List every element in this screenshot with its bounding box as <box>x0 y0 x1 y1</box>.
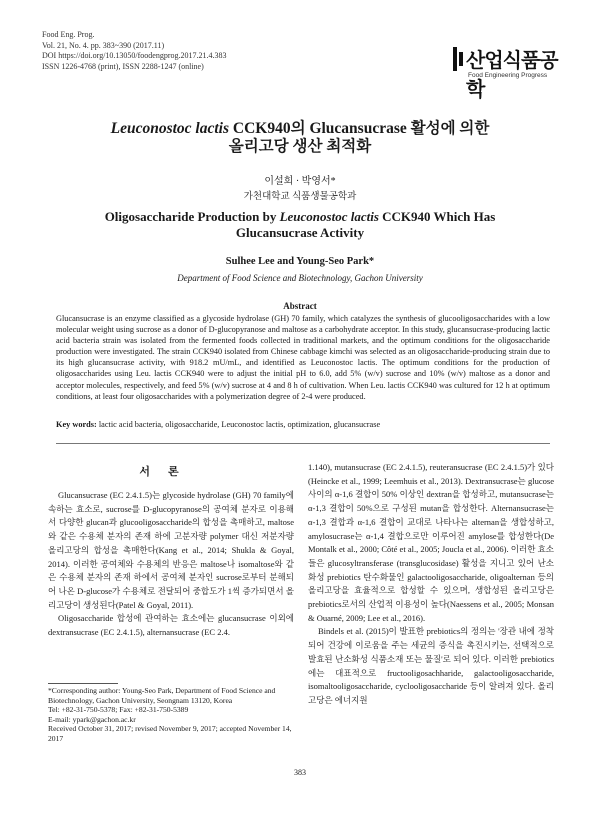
journal-header <box>42 30 227 72</box>
divider <box>56 443 550 444</box>
footnote-tel: Tel: +82-31-750-5378; Fax: +82-31-750-5389 <box>48 705 189 715</box>
footnote <box>48 686 298 744</box>
affiliation-korean: 가천대학교 식품생물공학과 <box>243 192 357 202</box>
paper-title-korean <box>0 120 600 156</box>
title-kr-species: Leuconostoc lactis <box>110 120 230 137</box>
keywords-label: Key words: <box>56 420 97 429</box>
keywords-list: lactic acid bacteria, oligosaccharide, Leuconostoc lactis, optimization, glucansucrase <box>96 420 381 429</box>
abstract-text: Glucansucrase is an enzyme classified as a glycoside hydrolase (GH) 70 family, which catalyzes the synthesis of glucooligosaccharides with a low molecular weight using sucrose as a donor of D-glucopyranose and maltose as a carbohydrate acceptor. In this study, glucansucrase-producing lactic acid bacteria strain was isolated from the fermented foods collected in traditional markets, and the optimum conditions for the oligosaccharide production were investigated. The strain CCK940 isolated from Chinese cabbage kimchi was selected as an oligosaccharide-producing strain due to its high glucansucrase activity, with 918.2 mU/mL, and identified as Leuconostoc lactis. The optimum conditions for the production of oligosaccharides using Leu. lactis CCK940 were to adjust the initial pH to 6.0, add 5% (w/v) sucrose and 10% (w/v) maltose as a donor and acceptor molecules, respectively, and feed 5% (w/v) sucrose at 4 and 8 h of cultivation. When Leu. lactis CCK940 was cultured for 12 h at optimum conditions, at least four oligosaccharides with a polymerization degree of 2-4 were produced. <box>56 314 550 401</box>
journal-doi: DOI https://doi.org/10.13050/foodengprog.2017.21.4.383 <box>42 51 227 60</box>
left-column <box>48 489 294 640</box>
left-paragraph-2: Oligosaccharide 합성에 관여하는 효소에는 glucansucrase 이외에 dextransucrase (EC 2.4.1.5), alternansucrase (EC 2.4. <box>48 613 294 638</box>
title-en-pre: Oligosaccharide Production by <box>104 209 280 224</box>
journal-name: Food Eng. Prog. <box>42 30 95 39</box>
footnote-divider <box>48 683 118 684</box>
authors-english: Sulhee Lee and Young-Seo Park* <box>225 256 375 267</box>
journal-logo <box>452 44 560 101</box>
keywords <box>56 419 550 430</box>
title-en-line2: Glucansucrase Activity <box>235 225 365 240</box>
logo-mark-icon <box>452 46 466 72</box>
footnote-email: E-mail: ypark@gachon.ac.kr <box>48 714 136 724</box>
left-paragraph-1: Glucansucrase (EC 2.4.1.5)는 glycoside hydrolase (GH) 70 family에 속하는 효소로, sucrose를 D-glucopyranose의 공여체 분자로 이용해서 다양한 glucan과 glucooligosaccharide의 합성을 촉매하고, maltose와 같은 수용체 분자의 존재 하에 고분자량 polymer 대신 저분자량 올리고당의 합성을 촉매한다(Kang et al., 2014; Shukla & Goyal, 2014). 이러한 공여체와 수용체의 반응은 maltose나 isomaltose와 같은 수용체 분자의 존재 하에서 공여체 분자인 sucrose로부터 분해되어 나온 D-glucose가 수용체로 전달되어 중합도가 1씩 증가되면서 올리고당이 생성된다(Patel & Goyal, 2011). <box>48 490 294 610</box>
title-en-post: CCK940 Which Has <box>378 209 496 224</box>
section-title-introduction: 서론 <box>139 466 197 478</box>
authors-korean: 이설희 · 박영서* <box>264 176 336 187</box>
right-column <box>308 461 554 708</box>
logo-subtitle: Food Engineering Progress <box>468 72 548 79</box>
footnote-received: Received October 31, 2017; revised November 9, 2017; accepted November 14, 2017 <box>48 724 292 743</box>
title-kr-rest: CCK940의 Glucansucrase 활성에 의한 <box>229 120 490 137</box>
right-paragraph-1: 1.140), mutansucrase (EC 2.4.1.5), reuteransucrase (EC 2.4.1.5)가 있다(Heincke et al., 1999; Leemhuis et al., 2013). Dextransucrase는 glucose 사이의 α-1,6 결합이 50% 이상인 dextran을 합성하고, mutansucrase는 α-1,3 결합이 50%으로 구성된 mutan을 합성한다. Alternansucrase는 α-1,3 결합과 α-1,6 결합이 교대로 나타나는 alternan을 생합성하고, amylosucrase는 α-1,4 결합으로만 이루어진 amylose를 합성한다(De Montalk et al., 2000; Côté et al., 2005; Joucla et al., 2006). 이러한 효소들은 glucosyltransferase (transglucosidase) 활성을 지니고 있어 난소화성 prebiotics 탄수화물인 galactooligosaccharide, oligoalternan 등의 올리고당을 효율적으로 합성할 수 있으며, 생합성된 올리고당은 prebiotics로서의 산업적 이용성이 높다(Naessens et al., 2005; Monsan & Ouarné, 2009; Lee et al., 2016). <box>308 462 554 623</box>
page-number: 383 <box>294 768 306 777</box>
abstract-heading: Abstract <box>283 301 317 311</box>
paper-title-english <box>0 209 600 241</box>
right-paragraph-2: Bindels et al. (2015)이 발표한 prebiotics의 정의는 '장관 내에 정착되어 건강에 이로움을 주는 세균의 증식을 촉진시키는, 선택적으로 발효된 난소화성 식품소재 또는 물질'로 되어 있다. 이러한 prebiotics에는 대표적으로 fructooligosachharide, galactooligosaccharide, isomaltooligosaccharide, cyclooligosaccharide 등이 알려져 있다. 올리고당은 에너지원 <box>308 626 554 705</box>
footnote-corresponding: *Corresponding author: Young-Seo Park, Department of Food Science and Biotechnology, Gachon University, Seongnam 13120, Korea <box>48 686 276 705</box>
title-en-species: Leuconostoc lactis <box>279 209 379 224</box>
title-kr-line2: 올리고당 생산 최적화 <box>228 138 372 155</box>
logo-brand: 산업식품공학 <box>466 48 558 101</box>
journal-issn: ISSN 1226-4768 (print), ISSN 2288-1247 (online) <box>42 61 204 71</box>
journal-volume: Vol. 21, No. 4. pp. 383~390 (2017.11) <box>42 40 165 50</box>
affiliation-english: Department of Food Science and Biotechnology, Gachon University <box>177 273 423 283</box>
